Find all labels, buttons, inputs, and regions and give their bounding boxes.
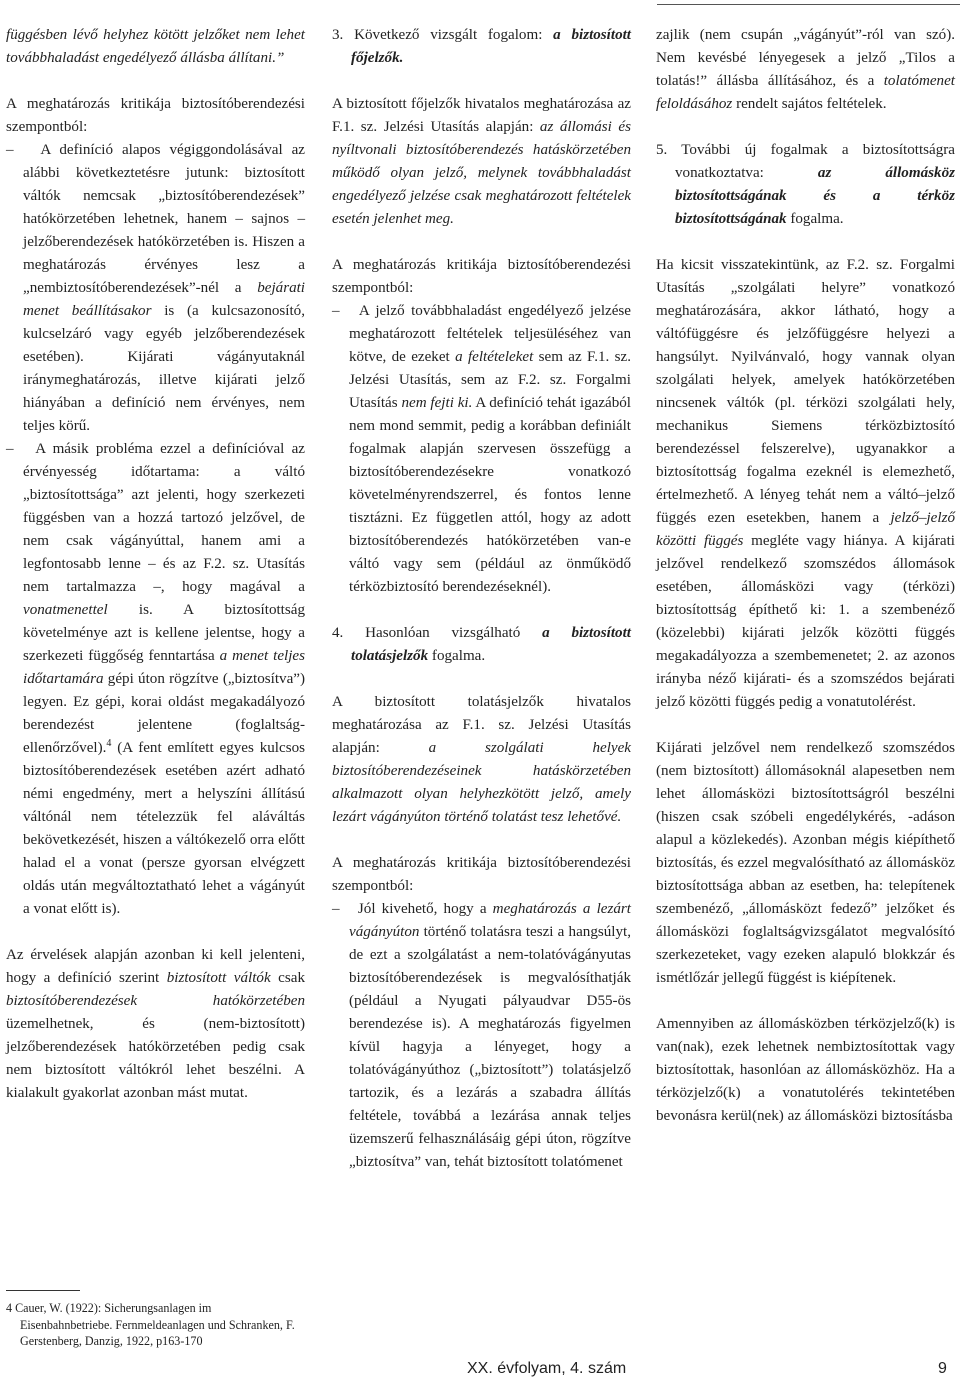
page-number: 9	[938, 1360, 947, 1377]
continuation-paragraph: zajlik (nem csupán „vágányút”-ról van szó). Nem kevésbé lényegesek a jelző „Tilos a tolatás!” állásba állításához, és a tolatómenet feloldásához rendelt sajátos feltételek.	[656, 27, 955, 112]
body-paragraph-3: Amennyiben az állomásközben térközjelző(k) is van(nak), ezek lehetnek nembiztosítottak vagy biztosítottak, hasonlóan az állomásközhöz. Ha a térközjelző(k) a vonatutolérés tekintetében bevonásra kerül(nek) az állomásközi biztosításba	[656, 1016, 955, 1124]
column-3	[656, 24, 955, 1128]
body-paragraph-2: Kijárati jelzővel nem rendelkező szomszédos (nem biztosított) állomásoknál alapesetben nem lehet állomásközi biztosítottságról beszélni (hiszen csak szóbeli engedélykérés, -adáson alapul a közlekedés). Azonban mégis kiépíthető biztosítás, és ezzel megvalósítható az állomásköz biztosítottsága abban az esetben, ha: telepítenek szembenéző, „állomásközt fedező” jelzőket és állomásközi foglaltságvizsgálatot megvalósító szerkezeteket, vagy ezeken alapuló blokkzár és ismétlőzár jellegű függést is kiépítenek.	[656, 740, 955, 986]
lead-paragraph: függésben lévő helyhez kötött jelzőket nem lehet továbbhaladást engedélyező állásba állítani.”	[6, 27, 305, 66]
definition-paragraph-4: A biztosított tolatásjelzők hivatalos meghatározása az F.1. sz. Jelzési Utasítás alapján: a szolgálati helyek biztosítóberendezéseinek hatáskörzetében alkalmazott olyan helyhezkötött jelző, amely lezárt vágányúton történő tolatást tesz lehetővé.	[332, 694, 632, 825]
dash-item-2: – A másik probléma ezzel a definícióval az érvényesség időtartama: a váltó „biztosítottsága” azt jelenti, hogy szerkezeti függésben van a hozzá tartozó jelzővel, de nem csak vágányúttal, hanem ami a legfontosabb lenne – és az F.2. sz. Utasítás nem tartalmazza –, hogy magával a vonatmenettel is. A biztosítottság követelménye azt is kellene jelentse, hogy a szerkezeti függőség fenntartása a menet teljes időtartamára gépi úton rögzítve („biztosítva”) legyen. Ez gépi, korai oldást megakadályozó berendezést jelentene (foglaltság-ellenőrzővel).$^4$ (A fent említett egyes kulcsos biztosítóberendezések esetében azért adható némi engedmény, mert a helyszíni állítású váltónál nem tételezzük fel aláváltás bekövetkezését, hiszen a váltókezelő orra előtt halad el a vonat (persze gyorsan elvégzett oldás után megváltoztatható lehet a vágányút a vonat előtt is).	[6, 441, 305, 917]
column-1	[6, 24, 305, 1105]
criticism-heading-1: A meghatározás kritikája biztosítóberendezési szempontból:	[6, 96, 305, 135]
conclusion-paragraph: Az érvelések alapján azonban ki kell jelenteni, hogy a definíció szerint biztosított váltók csak biztosítóberendezések hatókörzetében üzemelhetnek, és (nem-biztosított) jelzőberendezések hatókörzetében pedig csak nem biztosított váltókról lehet beszélni. A kialakult gyakorlat azonban mást mutat.	[6, 947, 306, 1101]
definition-paragraph-3: A biztosított főjelzők hivatalos meghatározása az F.1. sz. Jelzési Utasítás alapján: az állomási és nyíltvonali biztosítóberendezés hatáskörzetében működő olyan jelző, melynek továbbhaladást engedélyező jelzése csak meghatározott feltételek esetén jelenhet meg.	[332, 96, 631, 227]
dash-item-4: – Jól kivehető, hogy a meghatározás a lezárt vágányúton történő tolatásra teszi a hangsúlyt, de ezt a szolgálatást a nem-tolatóvágányutas biztosítóberendezések is megvalósíthatják (például a Nyugati pályaudvar D55-ös berendezése is). A meghatározás figyelmen kívül hagyja a lényeget, hogy a tolatóvágányúthoz („biztosított”) tolatásjelző tartozik, és a lezárás a szabadra állítás feltétele, továbbá a lezárása annak teljes üzemszerű felhasználásáig gépi úton, rögzítve „biztosítva” van, tehát biztosított tolatómenet	[332, 901, 631, 1170]
section-3-heading: 3. Következő vizsgált fogalom: a biztosított főjelzők.	[332, 27, 632, 66]
footnote-ref: 4	[106, 737, 112, 749]
footnote-rule	[6, 1290, 80, 1291]
criticism-heading-3: A meghatározás kritikája biztosítóberendezési szempontból:	[332, 855, 631, 894]
dash-item-1: – A definíció alapos végiggondolásával az alábbi következtetésre jutunk: biztosított váltók nemcsak „biztosítóberendezések” hatókörzetében lehetnek, hanem – sajnos – jelzőberendezések hatókörzetében is. Hiszen a meghatározás érvényes lesz a „nembiztosítóberendezések”-nél a bejárati menet beállításakor is (a kulcsazonosító, kulcselzáró vagy egyéb jelzőberendezések esetében). Kijárati vágányutaknál iránymeghatározás, illetve kijárati jelző hiányában a definíció nem érvényes, nem teljes körű.	[6, 142, 305, 434]
body-paragraph-1: Ha kicsit visszatekintünk, az F.2. sz. Forgalmi Utasítás „szolgálati helyre” vonatkozó meghatározására, akkor látható, hogy a váltófüggésre és jelzőfüggésre helyezi a hangsúlyt. Nyilvánvaló, hogy vannak olyan szolgálati helyek, amelyek hatókörzetében nincsenek váltók (pl. térközi szolgálati hely, mechanikus Siemens térközbiztosító berendezéssel felszerelve), ugyanakkor a biztosítottság fogalma ezeknél is elemezhető, értelmezhető. A lényeg tehát nem a váltó–jelző függés ezen esetekben, hanem a jelző–jelző közötti függés megléte vagy hiánya. A kijárati jelzővel rendelkező szomszédos állomások esetében, állomásközi vagy (térközi) biztosítottság építhető ki: 1. a szembenéző (közelebbi) kijárati jelzők közötti függés megakadályozza a szembemenetet; 2. az azonos irányba néző kijárati- és a szomszédos bejárati jelző közötti függés pedig a vonatutolérést.	[656, 257, 956, 710]
criticism-heading-2: A meghatározás kritikája biztosítóberendezési szempontból:	[332, 257, 631, 296]
section-5-heading: 5. További új fogalmak a biztosítottságra vonatkoztatva: az állomásköz biztosítottságának és a térköz biztosítottságának fogalma.	[656, 142, 955, 227]
column-2	[332, 24, 631, 1174]
section-4-heading: 4. Hasonlóan vizsgálható a biztosított tolatásjelzők fogalma.	[332, 625, 631, 664]
footnote: 4 Cauer, W. (1922): Sicherungsanlagen im Eisenbahnbetriebe. Fernmeldeanlagen und Schranken, F. Gerstenberg, Danzig, 1922, p163-170	[6, 1301, 295, 1348]
dash-item-3: – A jelző továbbhaladást engedélyező jelzése meghatározott feltételek teljesüléséhez van kötve, de ezeket a feltételeket sem az F.1. sz. Jelzési Utasítás, sem az F.2. sz. Forgalmi Utasítás nem fejti ki. A definíció tehát igazából nem mond semmit, pedig a korábban definiált fogalmak alapján szervesen összefügg a biztosítóberendezésekre vonatkozó követelményrendszerrel, és fontos lenne tisztázni. Ez független attól, hogy az adott biztosítóberendezés hatókörzetében van-e váltó vagy sem (például az önműködő térközbiztosító berendezéseknél).	[332, 303, 632, 595]
journal-issue: XX. évfolyam, 4. szám	[467, 1360, 627, 1377]
header-rule	[657, 4, 960, 5]
